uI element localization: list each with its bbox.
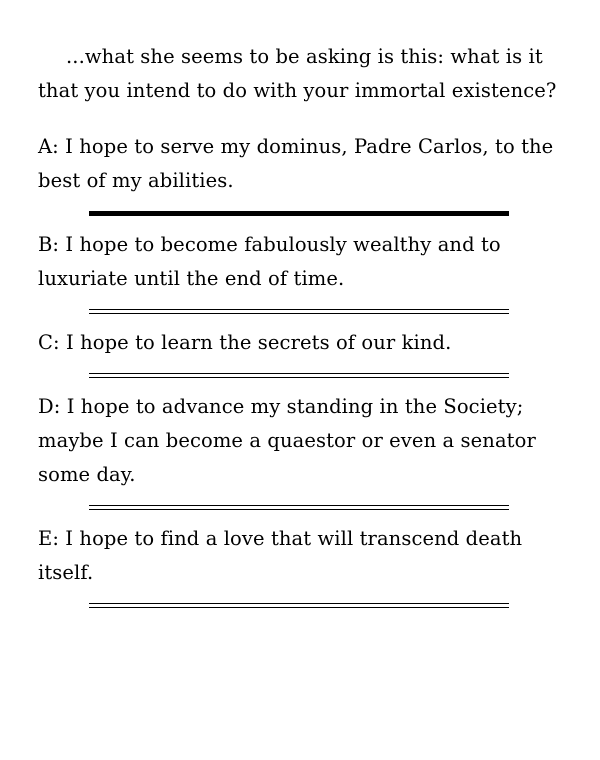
- choice-b-text: B: I hope to become fabulously wealthy and to luxuriate until the end of time.: [38, 233, 501, 290]
- choice-a-text: A: I hope to serve my dominus, Padre Carlos, to the best of my abilities.: [38, 135, 554, 192]
- choice-e-text: E: I hope to find a love that will transcend death itself.: [38, 527, 523, 584]
- choice-option-e[interactable]: [38, 522, 560, 620]
- choice-e-separator: [38, 590, 560, 620]
- choice-d-separator: [38, 492, 560, 522]
- separator-double: [89, 505, 509, 510]
- prompt-paragraph: ...what she seems to be asking is this: what is it that you intend to do with your immortal existence?: [38, 45, 557, 102]
- separator-thick: [89, 211, 509, 216]
- choice-b-separator: [38, 296, 560, 326]
- choice-c-text: C: I hope to learn the secrets of our kind.: [38, 331, 452, 354]
- choice-d-text: D: I hope to advance my standing in the Society; maybe I can become a quaestor or even a senator some day.: [38, 395, 536, 486]
- separator-double: [89, 373, 509, 378]
- choice-option-a[interactable]: [38, 130, 560, 228]
- separator-double: [89, 309, 509, 314]
- choice-c-separator: [38, 360, 560, 390]
- choice-option-c[interactable]: [38, 326, 560, 390]
- choice-a-separator: [38, 198, 560, 228]
- choice-option-b[interactable]: [38, 228, 560, 326]
- separator-double: [89, 603, 509, 608]
- choice-option-d[interactable]: [38, 390, 560, 522]
